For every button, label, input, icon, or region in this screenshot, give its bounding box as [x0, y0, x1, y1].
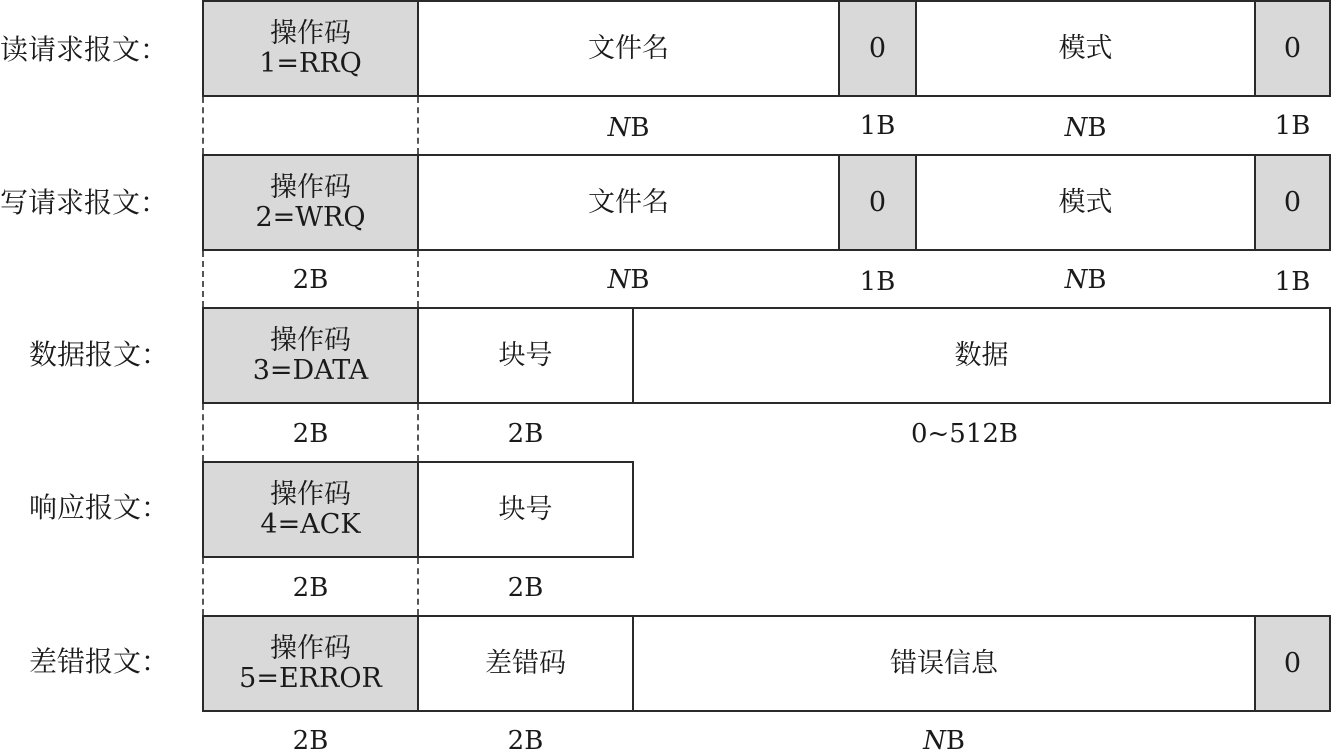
size-label: NB [607, 113, 650, 143]
data-field: 数据 [632, 307, 1331, 404]
size-label: NB [923, 726, 965, 756]
opcode-value: 3=DATA [252, 354, 369, 386]
opcode-field-rrq [202, 0, 419, 97]
mode-field: 模式 [915, 154, 1256, 251]
size-label: 2B [507, 573, 544, 603]
dashed-guide [202, 404, 204, 461]
row-label-ack: 响应报文： [29, 491, 170, 524]
dashed-guide [417, 97, 419, 154]
zero-terminator-field: 0 [1254, 0, 1331, 97]
size-label: 1B [859, 111, 896, 141]
size-label: 1B [859, 267, 896, 297]
filename-field: 文件名 [417, 154, 840, 251]
zero-terminator-field: 0 [838, 154, 917, 251]
size-label: 2B [292, 419, 329, 449]
opcode-field-ack [202, 461, 419, 558]
size-n: N [607, 113, 631, 143]
size-label: 1B [1274, 111, 1311, 141]
dashed-guide [202, 558, 204, 615]
dashed-guide [202, 97, 204, 154]
dashed-guide [417, 404, 419, 461]
size-n: N [1064, 113, 1088, 143]
block-number-field: 块号 [417, 307, 634, 404]
size-n: N [1064, 265, 1088, 295]
size-label: 2B [292, 573, 329, 603]
error-code-field: 差错码 [417, 615, 634, 712]
row-label-wrq: 写请求报文： [0, 186, 169, 219]
dashed-guide [417, 251, 419, 307]
error-message-field: 错误信息 [632, 615, 1256, 712]
size-label: 2B [507, 419, 544, 449]
size-n: N [923, 726, 946, 756]
opcode-value: 2=WRQ [255, 201, 366, 233]
opcode-field-data [202, 307, 419, 404]
opcode-field-wrq [202, 154, 419, 251]
size-label: 2B [292, 265, 329, 295]
size-label: NB [607, 265, 650, 295]
opcode-value: 5=ERROR [239, 662, 382, 694]
zero-terminator-field: 0 [1254, 615, 1331, 712]
dashed-guide [202, 251, 204, 307]
size-label: 0~512B [910, 419, 1019, 449]
mode-field: 模式 [915, 0, 1256, 97]
opcode-field-error [202, 615, 419, 712]
zero-terminator-field: 0 [1254, 154, 1331, 251]
size-label: 2B [292, 726, 329, 756]
opcode-title: 操作码 [270, 171, 351, 203]
size-label: NB [1064, 265, 1107, 295]
zero-terminator-field: 0 [838, 0, 917, 97]
size-label: 1B [1274, 267, 1311, 297]
dashed-guide [417, 558, 419, 615]
row-label-error: 差错报文： [29, 645, 170, 678]
opcode-title: 操作码 [270, 632, 351, 664]
opcode-title: 操作码 [270, 324, 351, 356]
opcode-value: 4=ACK [260, 508, 361, 540]
row-label-data: 数据报文： [29, 338, 170, 371]
block-number-field: 块号 [417, 461, 634, 558]
row-label-rrq: 读请求报文： [0, 33, 169, 66]
filename-field: 文件名 [417, 0, 840, 97]
opcode-value: 1=RRQ [259, 47, 362, 79]
size-label: NB [1064, 113, 1107, 143]
opcode-title: 操作码 [270, 478, 351, 510]
size-n: N [607, 265, 631, 295]
opcode-title: 操作码 [270, 17, 351, 49]
size-label: 2B [507, 726, 544, 756]
